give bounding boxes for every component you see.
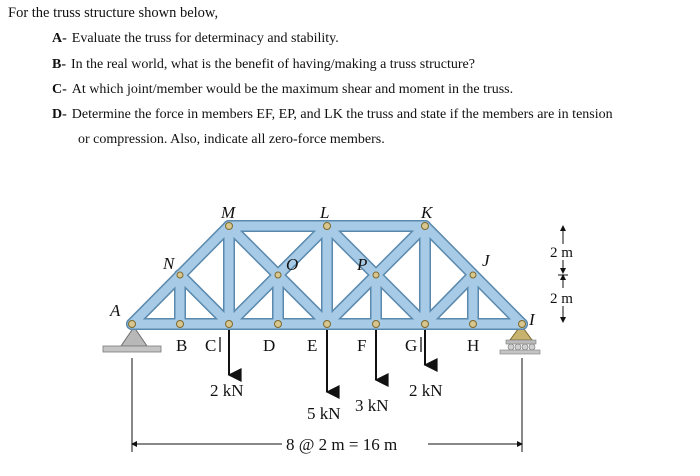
label-joint-a: A bbox=[110, 301, 121, 320]
label-joint-o: O bbox=[286, 255, 299, 274]
support-left bbox=[103, 327, 161, 352]
label-joint-k: K bbox=[421, 203, 433, 222]
label-joint-h: H bbox=[467, 336, 480, 355]
load-label-f: 3 kN bbox=[355, 396, 389, 415]
label-joint-j: J bbox=[482, 251, 490, 270]
label-joint-g: G bbox=[405, 336, 418, 355]
height-dim-lower: 2 m bbox=[550, 291, 573, 307]
question-d-letter: D- bbox=[52, 107, 67, 122]
label-joint-m: M bbox=[221, 203, 236, 222]
label-joint-i: I bbox=[529, 310, 535, 329]
load-label-g: 2 kN bbox=[409, 381, 443, 400]
label-joint-l: L bbox=[320, 203, 330, 222]
label-joint-b: B bbox=[176, 336, 188, 355]
truss-members bbox=[132, 226, 522, 324]
span-dimension-label: 8 @ 2 m = 16 m bbox=[286, 435, 398, 454]
height-dim-upper: 2 m bbox=[550, 245, 573, 261]
question-a-text: Evaluate the truss for determinacy and stability. bbox=[71, 31, 339, 46]
question-c-text: At which joint/member would be the maximum shear and moment in the truss. bbox=[71, 82, 514, 97]
label-joint-c: C bbox=[205, 336, 217, 355]
label-joint-n: N bbox=[163, 254, 175, 273]
label-joint-d: D bbox=[263, 336, 276, 355]
label-joint-f: F bbox=[357, 336, 367, 355]
question-b-letter: B- bbox=[52, 57, 66, 72]
question-d-text: Determine the force in members EF, EP, and LK the truss and state if the members are in tension bbox=[71, 107, 613, 122]
load-label-c: 2 kN bbox=[210, 381, 244, 400]
question-d-continuation: or compression. Also, indicate all zero-force members. bbox=[78, 132, 385, 147]
question-a-letter: A- bbox=[52, 31, 67, 46]
load-arrows bbox=[229, 330, 425, 392]
question-b-text: In the real world, what is the benefit of having/making a truss structure? bbox=[71, 57, 475, 72]
question-c-letter: C- bbox=[52, 82, 67, 97]
intro-text: For the truss structure shown below, bbox=[8, 5, 219, 21]
label-joint-p: P bbox=[357, 255, 368, 274]
label-joint-e: E bbox=[307, 336, 318, 355]
load-label-e: 5 kN bbox=[307, 404, 341, 423]
